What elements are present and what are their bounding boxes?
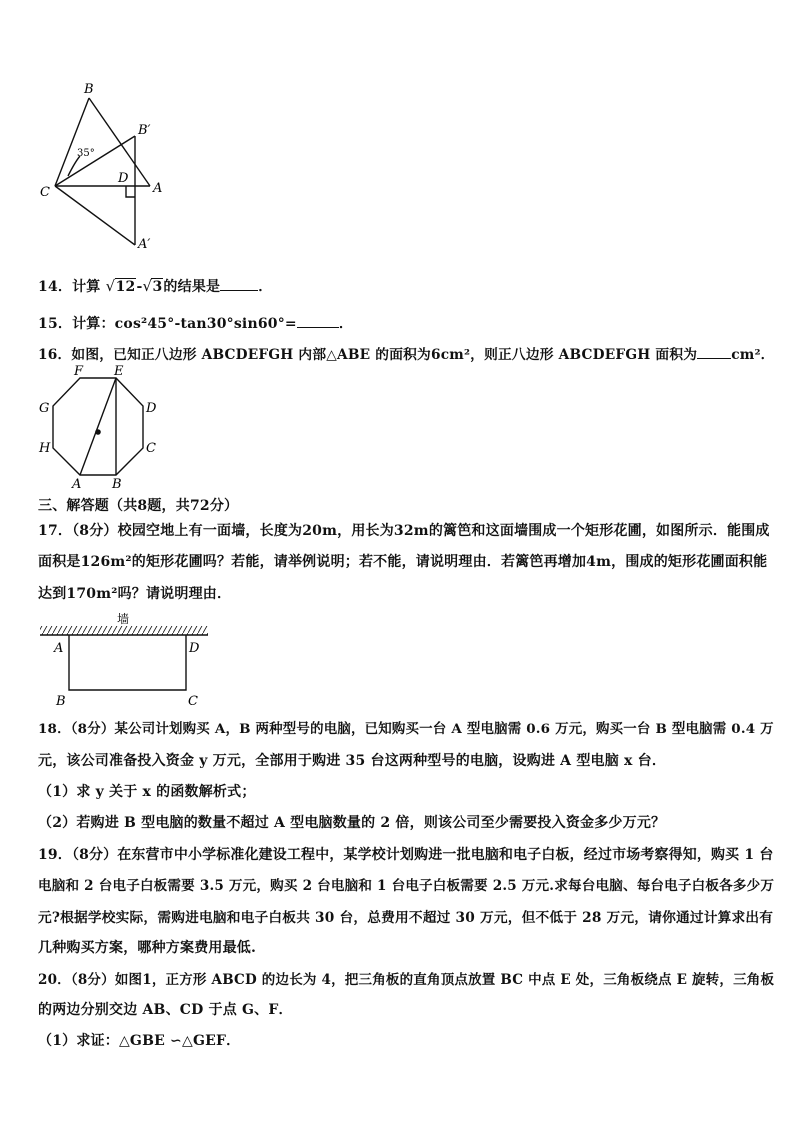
- q16-end: cm²．: [731, 347, 775, 363]
- q17-line-3: 达到170m²吗？请说明理由．: [38, 586, 232, 602]
- sqrt-3: √ 3: [142, 277, 163, 295]
- q19-line-1: 19．（8分）在东营市中小学标准化建设工程中，某学校计划购进一批电脑和电子白板，经过市场考察得知，购买 1 台: [38, 847, 774, 863]
- q16-text: 16．如图，已知正八边形 ABCDEFGH 内部△ABE 的面积为6cm²，则正八边形 ABCDEFGH 面积为: [38, 347, 698, 363]
- q19-line-2: 电脑和 2 台电子白板需要 3.5 万元，购买 2 台电脑和 1 台电子白板需要 2.5 万元.求每台电脑、每台电子白板各多少万: [38, 878, 775, 894]
- garden-rectangle: [69, 635, 186, 690]
- label-a-prime: A′: [138, 237, 151, 252]
- q19-line-3: 元?根据学校实际，需购进电脑和电子白板共 30 台，总费用不超过 30 万元，但不低于 28 万元，请你通过计算求出有: [38, 910, 774, 926]
- label-c: C: [146, 441, 156, 456]
- label-f: F: [74, 364, 84, 379]
- label-d: D: [189, 641, 200, 656]
- q18-line-2: 元，该公司准备投入资金 y 万元，全部用于购进 35 台这两种型号的电脑，设购进 A 型电脑 x 台．: [38, 753, 667, 769]
- answer-blank-16[interactable]: [697, 346, 731, 359]
- q14-minus: -: [136, 279, 143, 295]
- label-b: B: [56, 694, 66, 709]
- angle-label: 35°: [77, 148, 95, 159]
- radicand-12: 12: [115, 279, 136, 295]
- answer-blank-14[interactable]: [220, 278, 258, 291]
- label-g: G: [39, 401, 50, 416]
- label-b: B: [112, 477, 122, 490]
- radicand-3: 3: [152, 279, 163, 295]
- q18-part-2: （2）若购进 B 型电脑的数量不超过 A 型电脑数量的 2 倍，则该公司至少需要投入资金多少万元？: [38, 815, 666, 831]
- sqrt-12: √ 12: [105, 277, 136, 295]
- wall-label: 墙: [117, 612, 130, 626]
- q14-prefix: 14．计算: [38, 279, 101, 295]
- label-b: B: [84, 82, 94, 97]
- label-h: H: [39, 441, 51, 456]
- section-heading: 三、解答题（共8题，共72分）: [38, 498, 239, 514]
- label-e: E: [114, 364, 124, 379]
- label-d: D: [146, 401, 157, 416]
- label-a: A: [54, 641, 64, 656]
- octagon-center: [95, 429, 101, 435]
- question-15: [38, 313, 353, 333]
- q20-part-1: （1）求证：△GBE ∽△GEF．: [38, 1033, 241, 1049]
- octagon-figure: [32, 364, 166, 490]
- q14-suffix: 的结果是: [163, 279, 221, 295]
- answer-blank-15[interactable]: [297, 315, 339, 328]
- label-b-prime: B′: [138, 123, 151, 138]
- label-a: A: [72, 477, 82, 490]
- q14-end: ．: [258, 279, 273, 295]
- q17-line-2: 面积是126m²的矩形花圃吗？若能，请举例说明；若不能，请说明理由．若篱笆再增加4m，围成的矩形花圃面积能: [38, 554, 768, 570]
- garden-figure: [38, 606, 213, 710]
- question-14: [38, 276, 272, 296]
- label-d: D: [118, 171, 129, 186]
- label-c: C: [188, 694, 198, 709]
- q15-end: ．: [338, 316, 354, 332]
- q18-line-1: 18．（8分）某公司计划购买 A，B 两种型号的电脑，已知购买一台 A 型电脑需 0.6 万元，购买一台 B 型电脑需 0.4 万: [38, 721, 774, 737]
- q20-line-2: 的两边分别交边 AB、CD 于点 G、F．: [38, 1002, 293, 1018]
- q18-part-1: （1）求 y 关于 x 的函数解析式；: [38, 784, 256, 800]
- q15-text: 15．计算：cos²45°-tan30°sin60°=: [38, 316, 297, 332]
- label-a: A: [153, 181, 163, 196]
- label-c: C: [40, 185, 50, 200]
- q19-line-4: 几种购买方案，哪种方案费用最低.: [38, 940, 257, 956]
- question-16: [38, 343, 775, 363]
- wall-hatching: [40, 626, 208, 635]
- q20-line-1: 20．（8分）如图1，正方形 ABCD 的边长为 4，把三角板的直角顶点放置 BC 中点 E 处，三角板绕点 E 旋转，三角板: [38, 972, 775, 988]
- q17-line-1: 17．（8分）校园空地上有一面墙，长度为20m，用长为32m的篱笆和这面墙围成一个矩形花圃，如图所示．能围成: [38, 523, 770, 539]
- triangle-figure: [30, 78, 165, 256]
